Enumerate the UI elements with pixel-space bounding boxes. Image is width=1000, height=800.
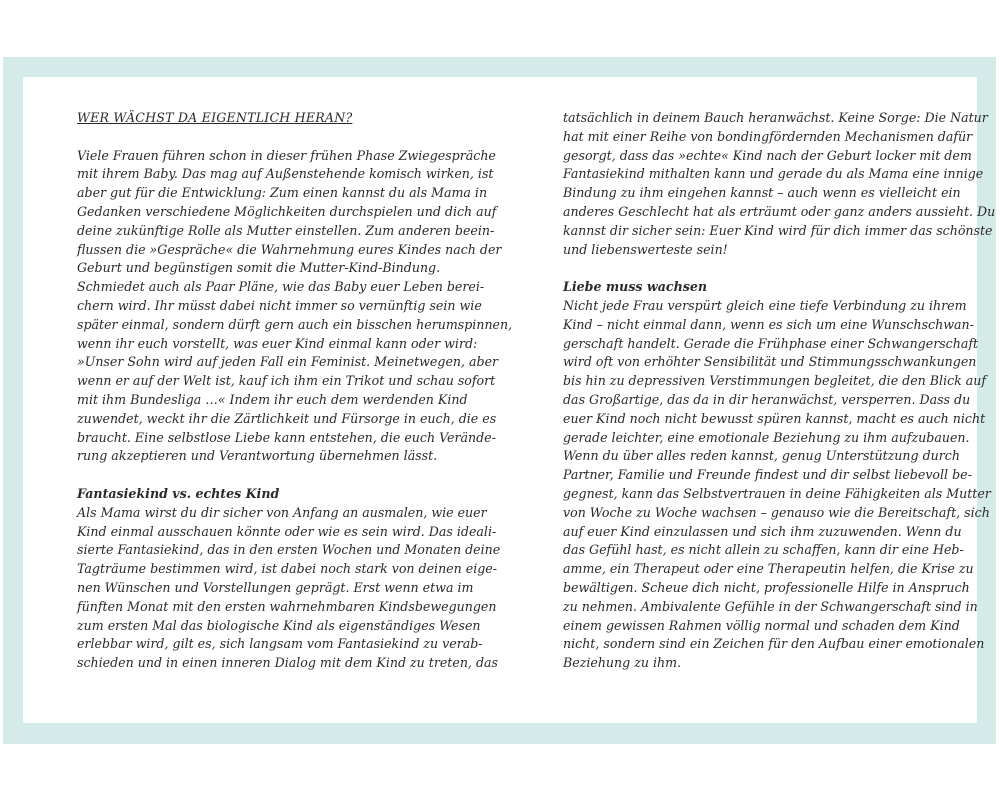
text-line: wird oft von erhöhter Sensibilität und Stimmungsschwankungen <box>563 354 977 370</box>
paragraph-gap <box>77 128 449 147</box>
text-line: mit ihrem Baby. Das mag auf Außenstehende komisch wirken, ist <box>77 166 494 182</box>
section-title: WER WÄCHST DA EIGENTLICH HERAN? <box>77 110 353 125</box>
text-line: nicht, sondern sind ein Zeichen für den Aufbau einer emotionalen <box>563 636 985 652</box>
text-line: gerschaft handelt. Gerade die Frühphase einer Schwangerschaft <box>563 335 979 351</box>
text-line: Als Mama wirst du dir sicher von Anfang an ausmalen, wie euer <box>77 504 487 520</box>
text-line: später einmal, sondern dürft gern auch ein bisschen herumspinnen, <box>77 316 513 332</box>
text-line: zum ersten Mal das biologische Kind als eigenständiges Wesen <box>77 617 481 633</box>
text-line: anderes Geschlecht hat als erträumt oder ganz anders aussieht. Du <box>563 203 996 219</box>
text-line: zuwendet, weckt ihr die Zärtlichkeit und Fürsorge in euch, die es <box>77 410 497 426</box>
text-line: zu nehmen. Ambivalente Gefühle in der Schwangerschaft sind in <box>563 598 978 614</box>
text-line: und liebenswerteste sein! <box>563 241 728 257</box>
text-line: chern wird. Ihr müsst dabei nicht immer so vernünftig sein wie <box>77 297 482 313</box>
text-line: das Großartige, das da in dir heranwächst, versperren. Dass du <box>563 391 971 407</box>
text-line: schieden und in einen inneren Dialog mit dem Kind zu treten, das <box>77 655 498 671</box>
text-line: auf euer Kind einzulassen und sich ihm zuzuwenden. Wenn du <box>563 523 962 539</box>
paragraph-gap <box>77 466 449 485</box>
text-line: Viele Frauen führen schon in dieser frühen Phase Zwiegespräche <box>77 147 496 163</box>
text-line: fünften Monat mit den ersten wahrnehmbaren Kindsbewegungen <box>77 598 497 614</box>
text-line: kannst dir sicher sein: Euer Kind wird für dich immer das schönste <box>563 222 993 238</box>
text-line: euer Kind noch nicht bewusst spüren kannst, macht es auch nicht <box>563 410 986 426</box>
left-page-column <box>77 109 513 673</box>
text-line: einem gewissen Rahmen völlig normal und schaden dem Kind <box>563 617 960 633</box>
text-line: Beziehung zu ihm. <box>563 655 682 671</box>
text-line: aber gut für die Entwicklung: Zum einen kannst du als Mama in <box>77 185 488 201</box>
text-line: bis hin zu depressiven Verstimmungen begleitet, die den Blick auf <box>563 373 987 389</box>
text-line: mit ihm Bundesliga …« Indem ihr euch dem werdenden Kind <box>77 391 468 407</box>
text-line: gesorgt, dass das »echte« Kind nach der Geburt locker mit dem <box>563 147 972 163</box>
left-paragraph-1 <box>77 147 513 467</box>
right-paragraph-2 <box>563 297 991 673</box>
subheading-liebe-muss-wachsen: Liebe muss wachsen <box>563 279 707 295</box>
text-line: erlebbar wird, gilt es, sich langsam vom Fantasiekind zu verab- <box>77 636 483 652</box>
text-line: Schmiedet auch als Paar Pläne, wie das Baby euer Leben berei- <box>77 279 485 295</box>
right-page-column <box>563 109 996 673</box>
text-line: wenn ihr euch vorstellt, was euer Kind einmal kann oder wird: <box>77 335 478 351</box>
subheading-fantasiekind: Fantasiekind vs. echtes Kind <box>77 485 280 501</box>
text-line: wenn er auf der Welt ist, kauf ich ihm ein Trikot und schau sofort <box>77 373 496 389</box>
left-paragraph-2 <box>77 504 501 673</box>
text-line: Nicht jede Frau verspürt gleich eine tiefe Verbindung zu ihrem <box>563 297 967 313</box>
text-line: braucht. Eine selbstlose Liebe kann entstehen, die euch Verände- <box>77 429 496 445</box>
text-line: Geburt und begünstigen somit die Mutter-Kind-Bindung. <box>77 260 441 276</box>
text-line: bewältigen. Scheue dich nicht, professionelle Hilfe in Anspruch <box>563 579 970 595</box>
text-line: gerade leichter, eine emotionale Beziehung zu ihm aufzubauen. <box>563 429 970 445</box>
text-line: sierte Fantasiekind, das in den ersten Wochen und Monaten deine <box>77 542 501 558</box>
text-line: deine zukünftige Rolle als Mutter einstellen. Zum anderen beein- <box>77 222 495 238</box>
text-line: das Gefühl hast, es nicht allein zu schaffen, kann dir eine Heb- <box>563 542 964 558</box>
text-line: Kind einmal ausschauen könnte oder wie es sein wird. Das ideali- <box>77 523 497 539</box>
text-line: Wenn du über alles reden kannst, genug Unterstützung durch <box>563 448 960 464</box>
text-line: nen Wünschen und Vorstellungen geprägt. Erst wenn etwa im <box>77 579 474 595</box>
text-line: flussen die »Gespräche« die Wahrnehmung eures Kindes nach der <box>77 241 502 257</box>
text-line: Gedanken verschiedene Möglichkeiten durchspielen und dich auf <box>77 203 497 219</box>
text-line: hat mit einer Reihe von bondingfördernden Mechanismen dafür <box>563 128 973 144</box>
text-line: von Woche zu Woche wachsen – genauso wie die Bereitschaft, sich <box>563 504 990 520</box>
text-line: »Unser Sohn wird auf jeden Fall ein Feminist. Meinetwegen, aber <box>77 354 499 370</box>
text-line: rung akzeptieren und Verantwortung übernehmen lässt. <box>77 448 438 464</box>
text-line: Tagträume bestimmen wird, ist dabei noch stark von deinen eige- <box>77 561 498 577</box>
right-paragraph-1 <box>563 109 996 259</box>
text-line: Bindung zu ihm eingehen kannst – auch wenn es vielleicht ein <box>563 185 961 201</box>
text-line: Fantasiekind mithalten kann und gerade du als Mama eine innige <box>563 166 984 182</box>
paragraph-gap <box>563 259 935 278</box>
text-line: tatsächlich in deinem Bauch heranwächst. Keine Sorge: Die Natur <box>563 110 988 125</box>
text-line: Kind – nicht einmal dann, wenn es sich um eine Wunschschwan- <box>563 316 974 332</box>
text-line: gegnest, kann das Selbstvertrauen in deine Fähigkeiten als Mutter <box>563 485 991 501</box>
text-line: amme, ein Therapeut oder eine Therapeutin helfen, die Krise zu <box>563 561 974 577</box>
text-line: Partner, Familie und Freunde findest und dir selbst liebevoll be- <box>563 467 972 483</box>
